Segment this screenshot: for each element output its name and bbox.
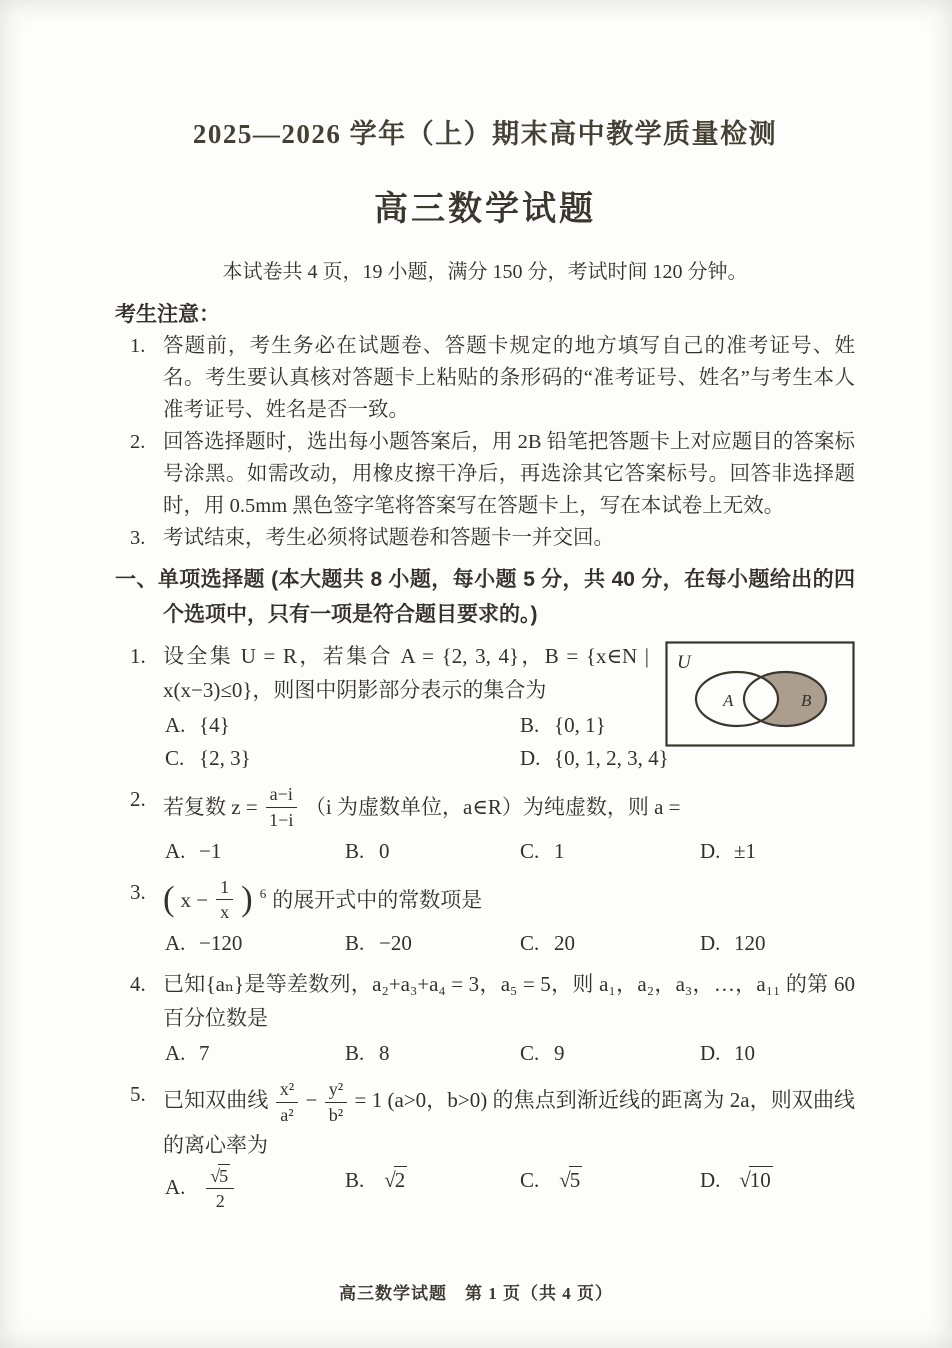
q2-option-b: B. 0 <box>345 838 390 863</box>
q5-option-a: A. $\frac{√5}{2}$ <box>165 1164 345 1215</box>
question-3-options <box>165 927 855 960</box>
q5-fraction-y: $\frac{\text{y²}}{\text{b²}}$ <box>325 1079 347 1126</box>
q3-exponent: 6 <box>259 885 267 901</box>
q5-option-d-sqrt: √10 <box>739 1167 771 1192</box>
q3-option-b: B. −20 <box>345 931 412 956</box>
question-1-options <box>165 709 669 775</box>
question-1-stem: 设全集 U = R，若集合 A = {2, 3, 4}，B = {x∈N | x(x−3)≤0}，则图中阴影部分表示的集合为 <box>163 644 649 702</box>
question-3 <box>115 875 855 961</box>
question-2-stem: 若复数 z = $\frac{a-i}{1-i}$ （i 为虚数单位，a∈R）为纯虚数，则 a = <box>163 784 681 830</box>
question-2-number: 2. <box>130 787 146 811</box>
paper-title: 高三数学试题 <box>374 191 596 228</box>
page-footer: 高三数学试题 第 1 页（共 4 页） <box>339 1284 613 1303</box>
notice-item-2 <box>115 426 855 522</box>
venn-label-setB: B <box>801 691 812 710</box>
q5-fraction-x: $\frac{\text{x²}}{\text{a²}}$ <box>276 1079 298 1126</box>
q5-option-b: B. √2 <box>345 1167 406 1192</box>
q3-open-paren: ( <box>163 880 175 919</box>
question-4-stem: 已知{aₙ}是等差数列，a₂+a₃+a₄ = 3，a₅ = 5，则 a₁，a₂，a₃，…，a₁₁ 的第 60 百分位数是 <box>163 972 855 1031</box>
question-1-number: 1. <box>130 644 146 668</box>
q5-option-b-sqrt: √2 <box>384 1167 406 1192</box>
question-5-options <box>165 1164 855 1215</box>
q4-option-c: C. 9 <box>520 1041 565 1066</box>
notice-item-1-text: 答题前，考生务必在试题卷、答题卡规定的地方填写自己的准考证号、姓名。考生要认真核对答题卡上粘贴的条形码的“准考证号、姓名”与考生本人准考证号、姓名是否一致。 <box>163 335 855 421</box>
q2-option-d: D. ±1 <box>700 838 757 863</box>
venn-label-setA: A <box>723 691 734 710</box>
notice-item-2-text: 回答选择题时，选出每小题答案后，用 2B 铅笔把答题卡上对应题目的答案标号涂黑。如需改动，用橡皮擦干净后，再选涂其它答案标号。回答非选择题时，用 0.5mm 黑色签字笔将答案写在答题卡上，写在本试卷上无效。 <box>163 431 855 517</box>
q4-option-d: D. 10 <box>700 1041 755 1066</box>
question-2 <box>115 782 855 868</box>
q2-option-a: A. −1 <box>165 838 222 863</box>
section-1-heading: 一、单项选择题 (本大题共 8 小题，每小题 5 分，共 40 分，在每小题给出的四个选项中，只有一项是符合题目要求的。) <box>115 568 855 626</box>
notice-heading: 考生注意： <box>115 303 220 326</box>
page-content <box>0 112 952 1214</box>
venn-diagram <box>665 641 855 747</box>
notice-item-2-number: 2. <box>130 431 146 453</box>
q5-option-c-sqrt: √5 <box>559 1167 581 1192</box>
q3-option-a: A. −120 <box>165 931 243 956</box>
q3-option-c: C. 20 <box>520 931 575 956</box>
q4-option-b: B. 8 <box>345 1041 390 1066</box>
q5-option-c: C. √5 <box>520 1167 581 1192</box>
q1-option-a: A. {4} <box>165 713 230 737</box>
question-5-number: 5. <box>130 1082 146 1107</box>
q3-fraction: $\frac{1}{x}$ <box>216 877 233 924</box>
q3-close-paren: ) <box>241 880 253 919</box>
exam-session-title: 2025—2026 学年（上）期末高中教学质量检测 <box>192 119 778 149</box>
q2-option-c: C. 1 <box>520 838 565 863</box>
venn-label-universe: U <box>677 652 691 673</box>
question-3-number: 3. <box>130 879 146 904</box>
question-5 <box>115 1077 855 1214</box>
notice-item-3 <box>115 522 855 554</box>
question-5-stem: 已知双曲线 $\frac{\text{x²}}{\text{a²}}$ − $\frac{\text{y²}}{\text{b²}}$ = 1 (a>0，b>0) 的焦点到渐近线的距离为 2a，则双曲线的离心率为 <box>163 1079 856 1157</box>
q2-fraction: $\frac{a-i}{1-i}$ <box>266 784 297 831</box>
q5-option-d: D. √10 <box>700 1167 771 1192</box>
notice-item-1-number: 1. <box>130 335 146 357</box>
q3-option-d: D. 120 <box>700 931 766 956</box>
notice-item-1 <box>115 330 855 426</box>
q1-option-b: B. {0, 1} <box>520 713 606 737</box>
q5-option-a-fraction: $\frac{√5}{2}$ <box>206 1166 234 1213</box>
notice-item-3-text: 考试结束，考生必须将试题卷和答题卡一并交回。 <box>163 527 614 549</box>
question-4-options <box>165 1037 855 1070</box>
question-1 <box>115 639 855 775</box>
q4-option-a: A. 7 <box>165 1041 210 1066</box>
question-4-number: 4. <box>130 972 146 997</box>
question-3-stem: ( x − $\frac{1}{x}$ ) 6 的展开式中的常数项是 <box>163 876 483 923</box>
q1-option-c: C. {2, 3} <box>165 746 251 770</box>
notice-item-3-number: 3. <box>130 527 146 549</box>
paper-info-line: 本试卷共 4 页，19 小题，满分 150 分，考试时间 120 分钟。 <box>222 261 748 283</box>
question-2-options <box>165 835 855 868</box>
q1-option-d: D. {0, 1, 2, 3, 4} <box>520 746 669 770</box>
question-4 <box>115 967 855 1070</box>
